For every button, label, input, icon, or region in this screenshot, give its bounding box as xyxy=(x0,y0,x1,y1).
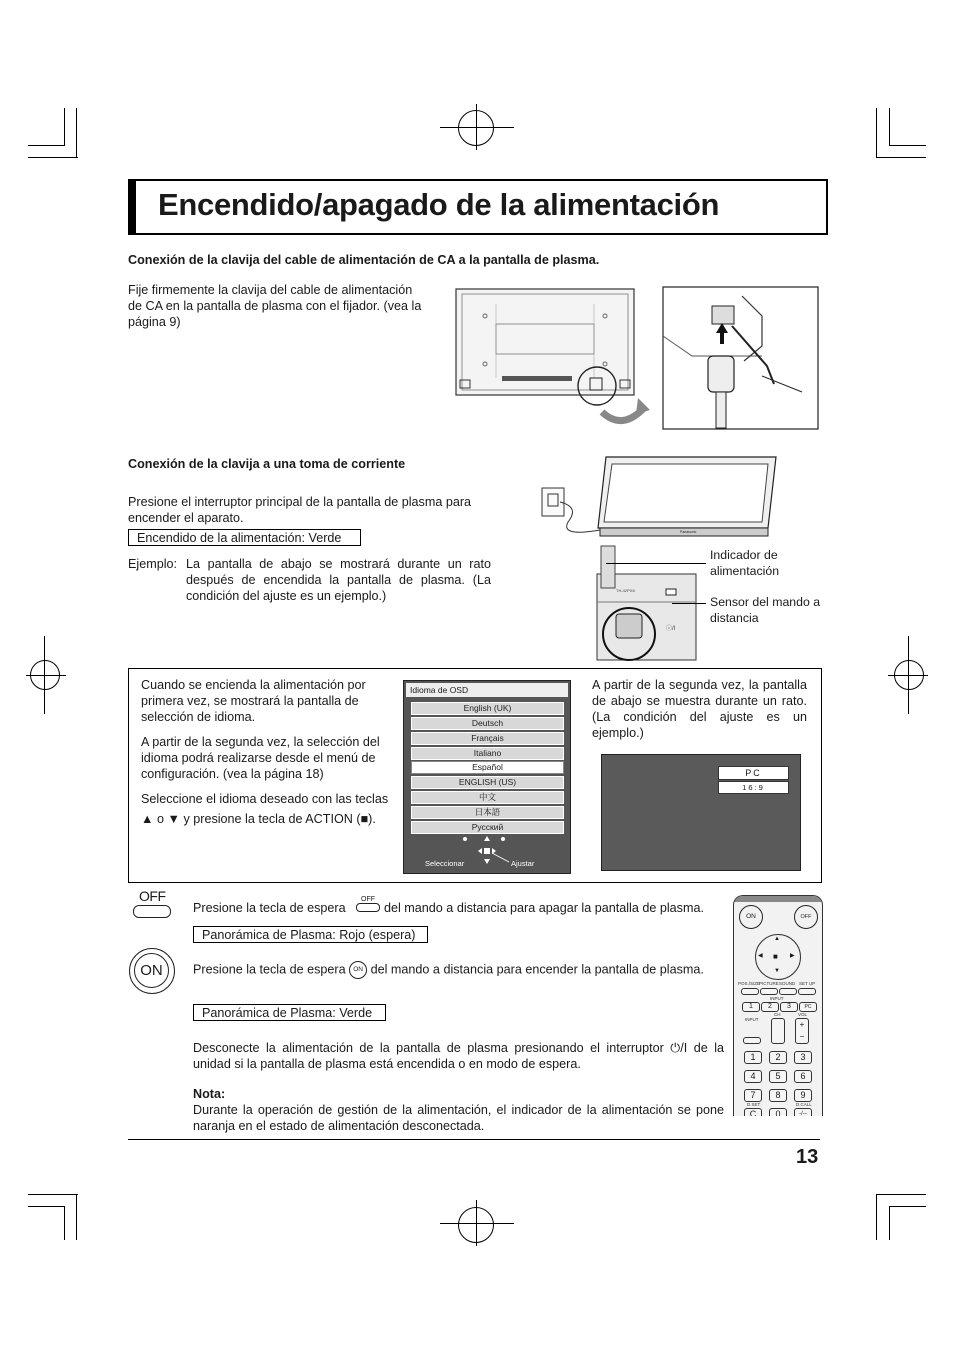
input-screen xyxy=(601,754,801,871)
remote-left-icon: ◀ xyxy=(758,953,763,959)
footer-rule xyxy=(128,1139,820,1140)
remote-digit-button[interactable]: 2 xyxy=(769,1051,787,1064)
note-text: Durante la operación de gestión de la alimentación, el indicador de la alimentación se pone naranja en el estado de alimentación desconectada. xyxy=(193,1103,724,1133)
indicator-closeup-illustration xyxy=(596,540,698,662)
remote-picture-button[interactable] xyxy=(760,988,778,995)
section2-heading: Conexión de la clavija a una toma de corriente xyxy=(128,457,406,471)
off-label: OFF xyxy=(139,888,166,904)
aspect-label: 16:9 xyxy=(718,781,789,794)
remote-digit-button[interactable]: C xyxy=(744,1108,762,1116)
remote-input-label: INPUT xyxy=(770,996,784,1001)
language-p3a: Seleccione el idioma deseado con las teclas xyxy=(141,792,389,806)
page-number: 13 xyxy=(796,1146,819,1168)
remote-menu-key-label: SOUND xyxy=(779,981,796,986)
action-square-icon: ■ xyxy=(360,812,369,826)
osd-dpad-icon xyxy=(459,834,519,864)
remote-digit-button[interactable]: 4 xyxy=(744,1070,762,1083)
tv-brand: Panasonic xyxy=(680,530,697,534)
on-text xyxy=(193,961,724,979)
on-text-b: del mando a distancia para encender la pantalla de plasma. xyxy=(370,962,704,977)
remote-digit-button[interactable]: 0 xyxy=(769,1108,787,1116)
remote-input-2[interactable]: 2 xyxy=(761,1002,779,1012)
remote-digit-button[interactable]: 6 xyxy=(794,1070,812,1083)
remote-input-3[interactable]: 3 xyxy=(780,1002,798,1012)
rear-panel-illustration xyxy=(452,286,652,436)
remote-digit-button[interactable]: 9 xyxy=(794,1089,812,1102)
osd-language-item[interactable]: 中文 xyxy=(411,791,564,804)
osd-language-screen xyxy=(403,680,571,874)
on-button-icon xyxy=(129,948,175,994)
page-title: Encendido/apagado de la alimentación xyxy=(158,187,720,222)
remote-setup-button[interactable] xyxy=(798,988,816,995)
callout-indicator: Indicador de alimentación xyxy=(710,548,780,578)
language-right-text: A partir de la segunda vez, la pantalla de abajo se muestra durante un rato. (La condición del ajuste es un ejemplo.) xyxy=(592,678,807,740)
osd-language-item[interactable]: English (UK) xyxy=(411,702,564,715)
remote-up-icon: ▲ xyxy=(774,936,780,942)
disconnect-text-a: Desconecte la alimentación de la pantalla de plasma presionando el interruptor xyxy=(193,1041,664,1055)
or-word: o xyxy=(156,812,164,826)
remote-right-icon: ▶ xyxy=(790,953,795,959)
on-text-a: Presione la tecla de espera xyxy=(193,962,346,977)
off-text-b: del mando a distancia para apagar la pantalla de plasma. xyxy=(384,901,704,915)
remote-input-button[interactable] xyxy=(743,1037,761,1044)
language-p3b-text: y presione la tecla de ACTION ( xyxy=(183,812,361,826)
language-p1: Cuando se encienda la alimentación por primera vez, se mostrará la pantalla de selección de idioma. xyxy=(141,678,366,724)
remote-digit-button[interactable]: 7 xyxy=(744,1089,762,1102)
language-p2: A partir de la segunda vez, la selección del idioma podrá realizarse desde el menú de configuración. (vea la página 18) xyxy=(141,735,380,781)
osd-language-item[interactable]: Deutsch xyxy=(411,717,564,730)
power-switch-icon: ⏻/I xyxy=(670,1041,688,1055)
remote-off-button[interactable]: OFF xyxy=(794,905,818,929)
osd-language-item[interactable]: Français xyxy=(411,732,564,745)
language-p3c-text: ). xyxy=(368,812,376,826)
remote-dset-label: D.SET xyxy=(747,1102,761,1107)
osd-language-item[interactable]: ENGLISH (US) xyxy=(411,776,564,789)
remote-ch-rocker[interactable] xyxy=(771,1018,785,1044)
remote-control xyxy=(733,895,823,1116)
on-label: ON xyxy=(134,953,169,988)
remote-dcall-label: D.CALL xyxy=(796,1102,812,1107)
remote-menu-key-label: SET UP xyxy=(799,981,816,986)
remote-menu-key-label: POS./SIZE xyxy=(738,981,761,986)
off-text-a: Presione la tecla de espera xyxy=(193,901,346,915)
osd-language-item-selected[interactable]: Español xyxy=(411,761,564,774)
remote-vol-label: VOL xyxy=(798,1012,808,1017)
remote-digit-button[interactable]: -/-- xyxy=(794,1108,812,1116)
language-p3b xyxy=(141,811,401,827)
power-on-status: Encendido de la alimentación: Verde xyxy=(128,529,361,546)
osd-adjust-label: Ajustar xyxy=(511,859,535,868)
remote-vol-rocker[interactable]: + − xyxy=(795,1018,809,1044)
remote-input2-label: INPUT xyxy=(745,1017,759,1022)
section1-text: Fije firmemente la clavija del cable de alimentación de CA en la pantalla de plasma con el fijador. (vea la página 9) xyxy=(128,283,422,329)
section1-heading: Conexión de la clavija del cable de alimentación de CA a la pantalla de plasma. xyxy=(128,253,600,267)
off-button-icon xyxy=(131,888,171,918)
down-arrow-icon: ▼ xyxy=(167,812,180,826)
osd-language-item[interactable]: Italiano xyxy=(411,747,564,760)
remote-input-pc[interactable]: PC xyxy=(799,1002,817,1012)
remote-ch-label: CH xyxy=(774,1012,781,1017)
tv-model: TH-42PX8 xyxy=(616,588,635,593)
remote-on-button[interactable]: ON xyxy=(739,905,763,929)
inline-off-icon: OFF xyxy=(356,896,380,916)
remote-action-icon: ■ xyxy=(773,952,778,961)
remote-input-1[interactable]: 1 xyxy=(742,1002,760,1012)
inline-on-icon: ON xyxy=(349,961,367,979)
on-status: Panorámica de Plasma: Verde xyxy=(193,1004,386,1021)
osd-language-item[interactable]: 日本語 xyxy=(411,806,564,819)
note-title: Nota: xyxy=(193,1087,226,1101)
disconnect-text-b: de la unidad si la pantalla de plasma está encendida o en modo de espera. xyxy=(193,1041,725,1071)
osd-title: Idioma de OSD xyxy=(406,683,568,697)
remote-digit-button[interactable]: 1 xyxy=(744,1051,762,1064)
input-label: PC xyxy=(718,766,789,780)
title-box xyxy=(128,179,828,235)
example-text-content: La pantalla de abajo se mostrará durante un rato después de encendida la pantalla de plasma. (La condición del ajuste es un ejemplo.) xyxy=(186,557,491,603)
callout-sensor: Sensor del mando a distancia xyxy=(710,595,821,625)
svg-text:ⓘ/I: ⓘ/I xyxy=(666,626,676,632)
plug-closeup-illustration xyxy=(662,286,820,431)
osd-language-item[interactable]: Русский xyxy=(411,821,564,834)
off-status: Panorámica de Plasma: Rojo (espera) xyxy=(193,926,428,943)
remote-down-icon: ▼ xyxy=(774,968,780,974)
remote-digit-button[interactable]: 5 xyxy=(769,1070,787,1083)
disconnect-text xyxy=(193,1040,724,1072)
remote-sound-button[interactable] xyxy=(779,988,797,995)
up-arrow-icon: ▲ xyxy=(141,812,154,826)
tv-plug-illustration xyxy=(540,452,780,542)
example-label: Ejemplo: xyxy=(128,557,177,571)
indicator-leader-line xyxy=(606,563,706,564)
remote-menu-key-label: PICTURE xyxy=(759,981,779,986)
example-text xyxy=(186,556,491,604)
remote-digit-button[interactable]: 3 xyxy=(794,1051,812,1064)
section2-text: Presione el interruptor principal de la pantalla de plasma para encender el aparato. xyxy=(128,495,472,525)
sensor-leader-line xyxy=(672,603,706,604)
remote-pos-size-button[interactable] xyxy=(741,988,759,995)
osd-select-label: Seleccionar xyxy=(425,859,465,868)
remote-digit-button[interactable]: 8 xyxy=(769,1089,787,1102)
